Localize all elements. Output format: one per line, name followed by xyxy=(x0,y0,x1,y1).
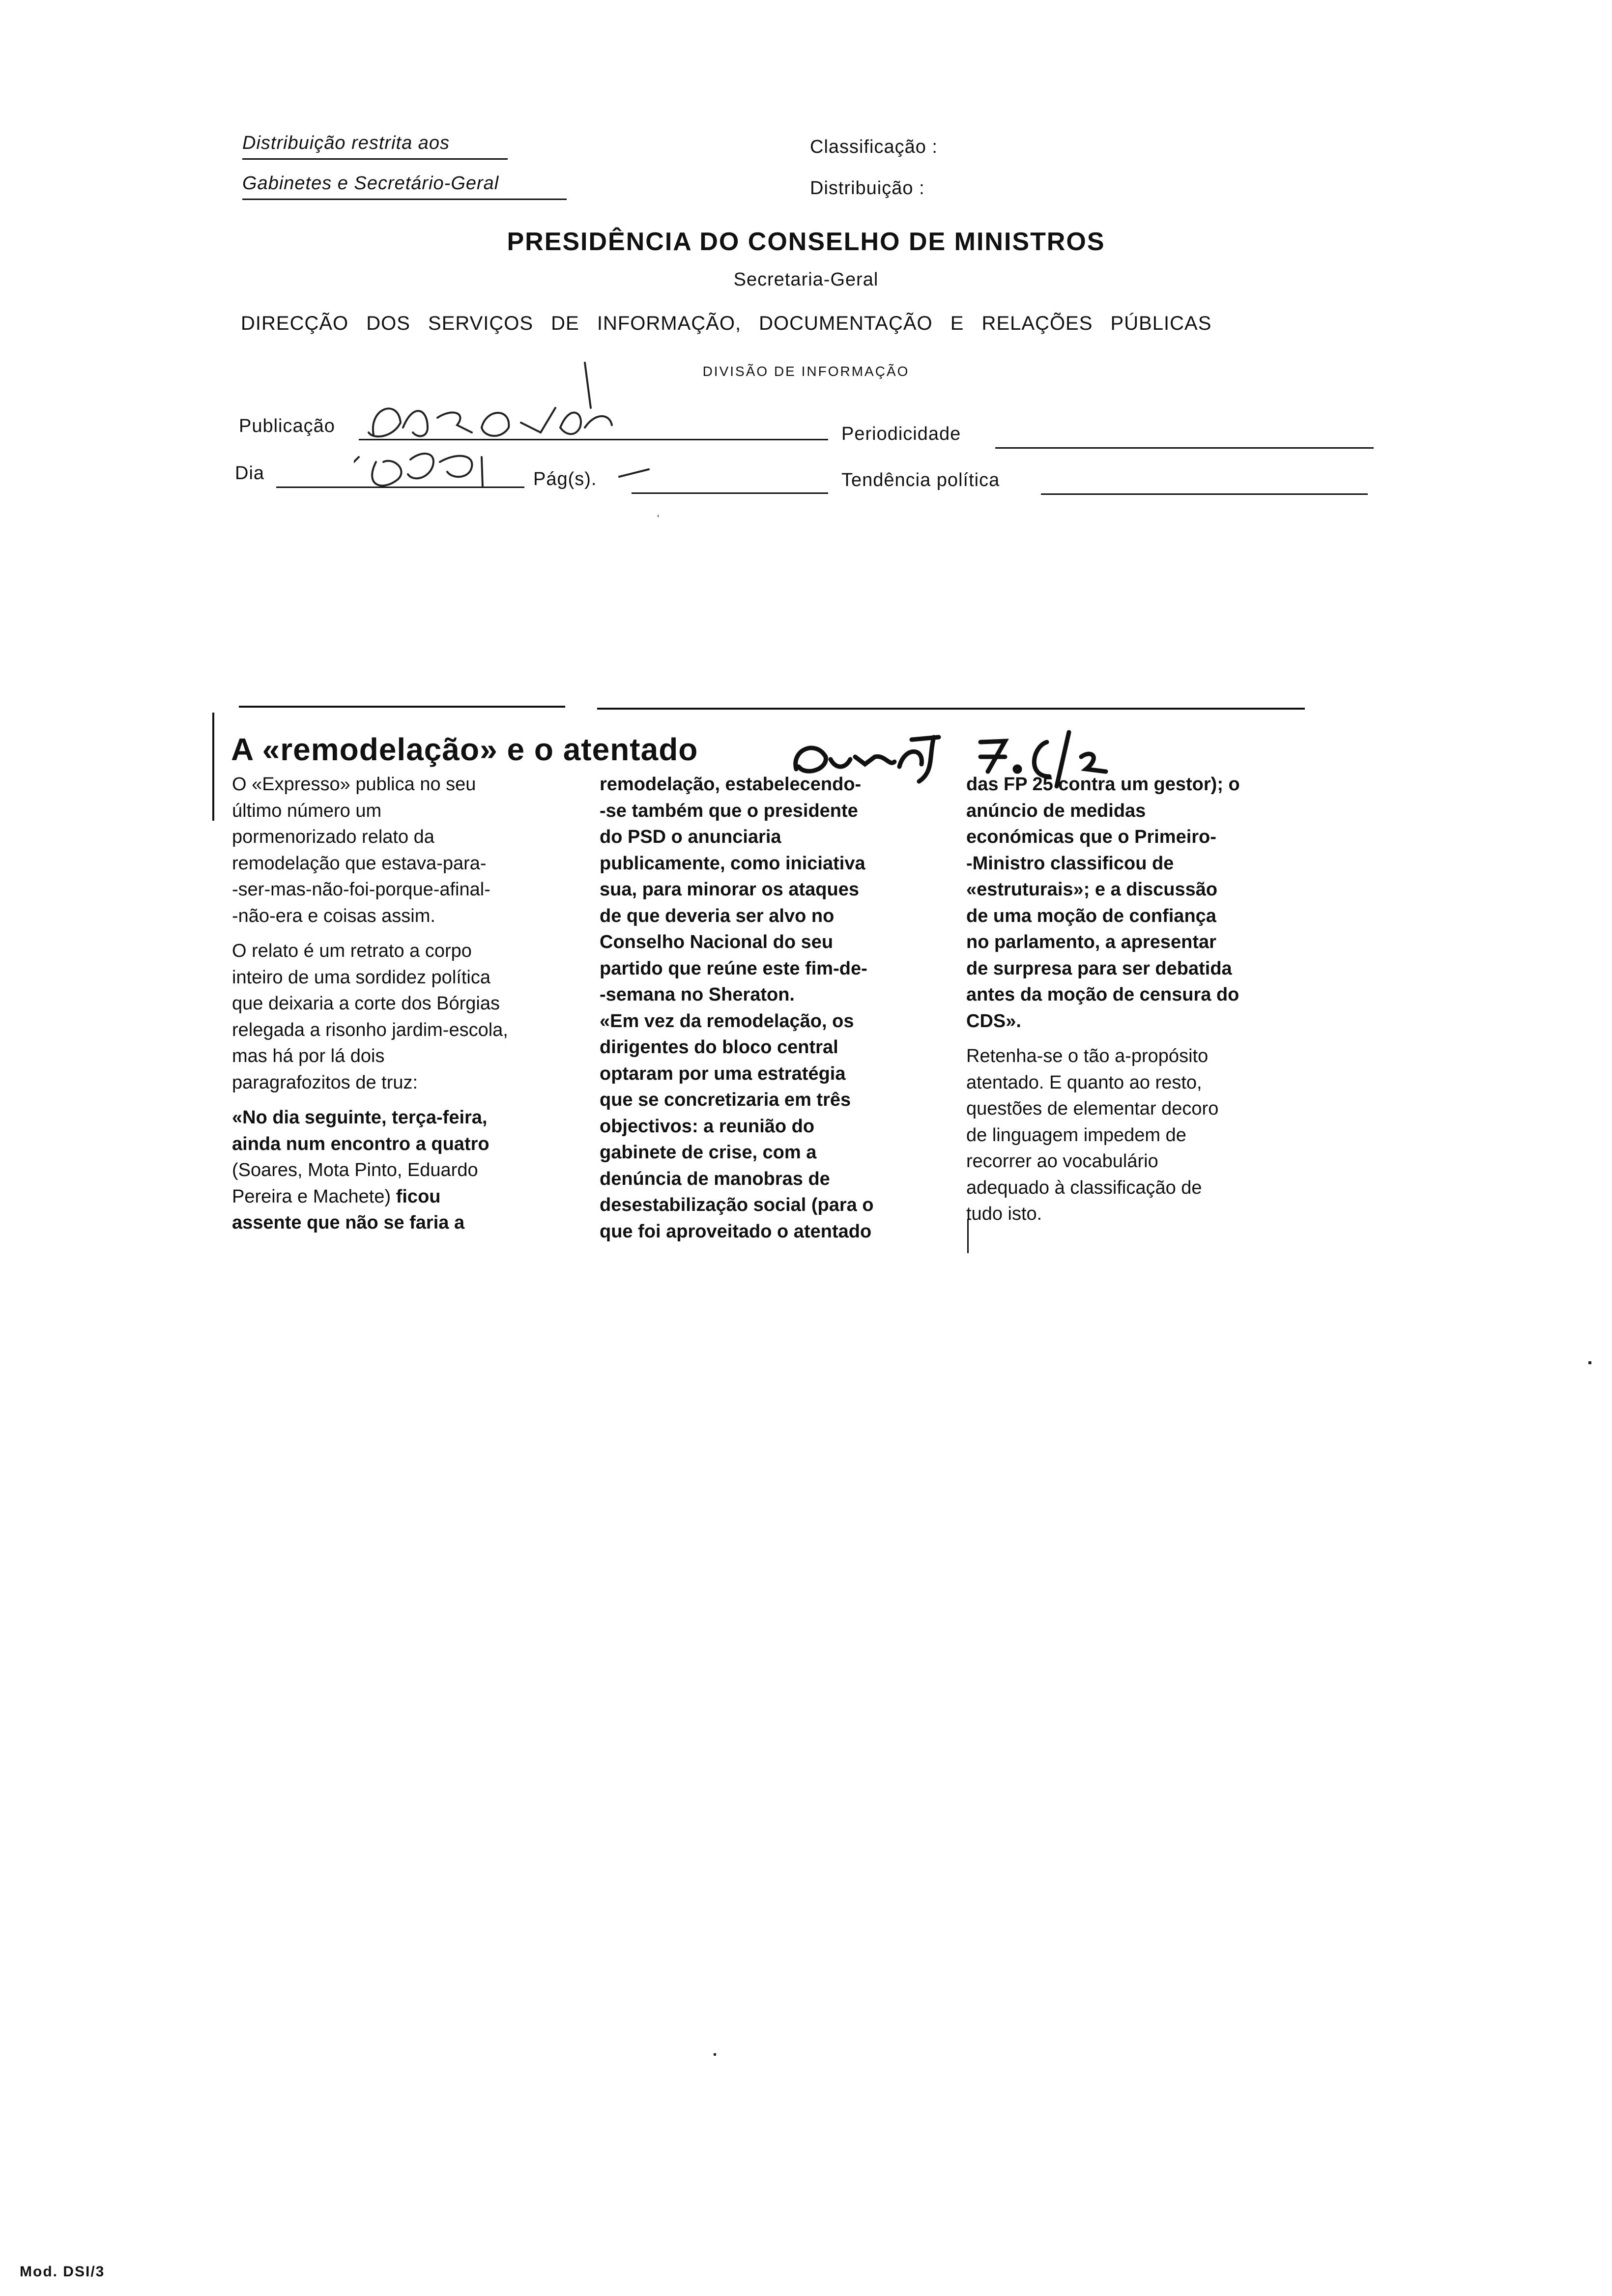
text-line: sua, para minorar os ataques xyxy=(600,879,859,900)
text-line: publicamente, como iniciativa xyxy=(600,853,865,874)
text-line: (Soares, Mota Pinto, Eduardo xyxy=(232,1160,478,1180)
pags-field-line xyxy=(632,492,828,494)
tendencia-label: Tendência política xyxy=(841,470,1000,490)
publicacao-label: Publicação xyxy=(239,416,335,436)
article-headline: A «remodelação» e o atentado xyxy=(231,732,698,767)
col1-paragraph-2 xyxy=(232,938,537,1096)
text-line: atentado. E quanto ao resto, xyxy=(966,1072,1202,1093)
text-line: -se também que o presidente xyxy=(600,800,858,821)
text-line: Retenha-se o tão a-propósito xyxy=(966,1046,1209,1066)
page-title: PRESIDÊNCIA DO CONSELHO DE MINISTROS xyxy=(507,228,1105,256)
text-line: Conselho Nacional do seu xyxy=(600,932,834,952)
text-line: anúncio de medidas xyxy=(966,800,1146,821)
tendencia-field-line xyxy=(1041,493,1368,495)
form-model-code: Mod. DSI/3 xyxy=(20,2264,105,2280)
text-line: partido que reúne este fim-de- xyxy=(600,958,867,979)
text-line: antes da moção de censura do xyxy=(966,984,1239,1005)
page-subtitle: Secretaria-Geral xyxy=(733,269,879,290)
periodicidade-field-line xyxy=(995,447,1374,449)
text-line: «estruturais»; e a discussão xyxy=(966,879,1218,900)
text-line: denúncia de manobras de xyxy=(600,1168,830,1189)
text-line: inteiro de uma sordidez política xyxy=(232,967,490,988)
text-line: «No dia seguinte, terça-feira, xyxy=(232,1107,488,1128)
text-line: económicas que o Primeiro- xyxy=(966,827,1216,847)
scan-speck xyxy=(714,2053,716,2056)
text-line: adequado à classificação de xyxy=(966,1177,1202,1198)
text-line: dirigentes do bloco central xyxy=(600,1037,838,1058)
dia-label: Dia xyxy=(235,463,265,484)
text-line: de surpresa para ser debatida xyxy=(966,958,1232,979)
text-line: que foi aproveitado o atentado xyxy=(600,1221,872,1242)
distribution-note-line-2: Gabinetes e Secretário-Geral xyxy=(242,173,499,194)
text-line: relegada a risonho jardim-escola, xyxy=(232,1019,508,1040)
text-line: assente que não se faria a xyxy=(232,1212,465,1233)
distribution-underline-1 xyxy=(242,158,508,160)
col2-paragraph xyxy=(600,772,934,1245)
text-line: objectivos: a reunião do xyxy=(600,1116,815,1137)
col1-paragraph-3 xyxy=(232,1105,537,1236)
text-line: questões de elementar decoro xyxy=(966,1098,1219,1119)
text-line: optaram por uma estratégia xyxy=(600,1063,846,1084)
article-column-3 xyxy=(966,772,1310,1236)
text-line: CDS». xyxy=(966,1010,1021,1032)
text-line: desestabilização social (para o xyxy=(600,1195,874,1215)
text-line: pormenorizado relato da xyxy=(232,827,434,847)
distribution-underline-2 xyxy=(242,199,567,200)
distribution-note-line-1: Distribuição restrita aos xyxy=(242,133,450,153)
article-margin-bar xyxy=(212,713,214,821)
text-line: que deixaria a corte dos Bórgias xyxy=(232,993,500,1014)
text-line: no parlamento, a apresentar xyxy=(966,932,1216,952)
col3-paragraph-2 xyxy=(966,1043,1310,1228)
classificacao-label: Classificação : xyxy=(810,137,938,157)
article-column-2 xyxy=(600,772,934,1254)
periodicidade-label: Periodicidade xyxy=(841,424,961,444)
scan-speck xyxy=(1588,1361,1591,1364)
text-line: remodelação que estava-para- xyxy=(232,853,487,874)
pags-label: Pág(s). xyxy=(533,469,597,489)
text-line: tudo isto. xyxy=(966,1204,1042,1224)
text-line: remodelação, estabelecendo- xyxy=(600,774,862,795)
article-rule-left xyxy=(239,706,565,708)
text-line: mas há por lá dois xyxy=(232,1046,385,1066)
article-column-1 xyxy=(232,772,537,1245)
text-line: paragrafozitos de truz: xyxy=(232,1072,418,1093)
distribuicao-label: Distribuição : xyxy=(810,178,925,199)
text-span-bold: ficou xyxy=(396,1186,441,1207)
division-line: DIVISÃO DE INFORMAÇÃO xyxy=(702,364,910,379)
text-line xyxy=(232,1184,537,1210)
text-line: -Ministro classificou de xyxy=(966,853,1174,874)
text-line: de linguagem impedem de xyxy=(966,1124,1186,1146)
text-line: gabinete de crise, com a xyxy=(600,1142,817,1163)
text-line: de uma moção de confiança xyxy=(966,905,1216,926)
text-line: último número um xyxy=(232,800,382,821)
text-line: de que deveria ser alvo no xyxy=(600,905,835,926)
col1-paragraph-1 xyxy=(232,772,537,929)
direction-line: DIRECÇÃO DOS SERVIÇOS DE INFORMAÇÃO, DOCUMENTAÇÃO E RELAÇÕES PÚBLICAS xyxy=(241,313,1212,334)
col3-paragraph-1 xyxy=(966,772,1310,1034)
handwritten-publication-mark xyxy=(354,354,659,531)
text-line: recorrer ao vocabulário xyxy=(966,1151,1158,1172)
text-line: «Em vez da remodelação, os xyxy=(600,1010,854,1032)
article-rule-right xyxy=(597,708,1305,710)
text-line: O relato é um retrato a corpo xyxy=(232,941,472,961)
text-line: ainda num encontro a quatro xyxy=(232,1133,489,1154)
text-line: do PSD o anunciaria xyxy=(600,827,781,847)
text-span: Pereira e Machete) xyxy=(232,1186,391,1207)
text-line: O «Expresso» publica no seu xyxy=(232,774,476,795)
text-line: -não-era e coisas assim. xyxy=(232,905,435,926)
text-line: das FP 25 contra um gestor); o xyxy=(966,774,1240,795)
text-line: -ser-mas-não-foi-porque-afinal- xyxy=(232,879,490,900)
text-line: que se concretizaria em três xyxy=(600,1090,851,1110)
text-line: -semana no Sheraton. xyxy=(600,984,795,1005)
